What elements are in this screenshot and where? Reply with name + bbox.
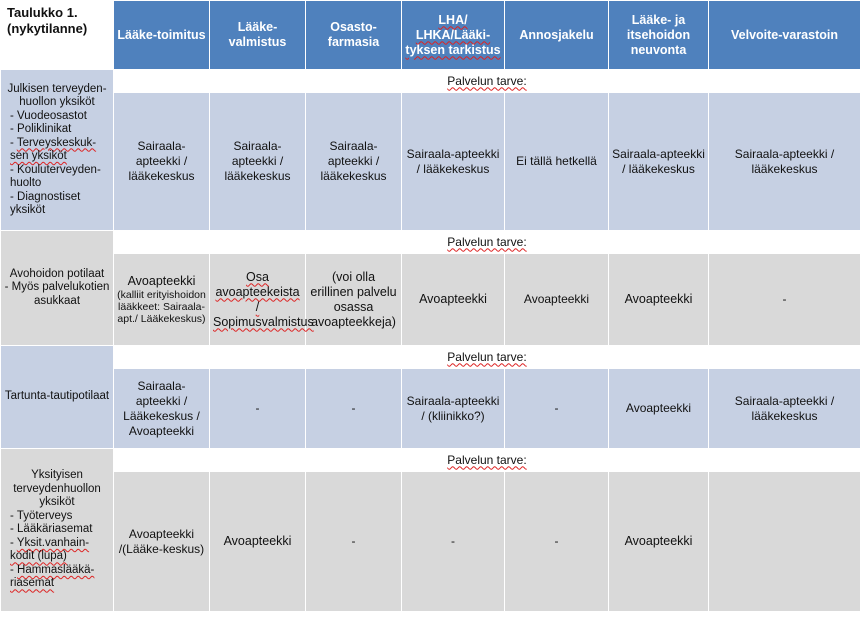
header-row (1, 1, 861, 70)
list-item: - Terveyskeskuk-sen yksiköt (10, 136, 97, 162)
table-cell: Avoapteekki (210, 472, 306, 612)
row-header-julkinen: Julkisen terveyden-huollon yksiköt - Vuodeosastot - Poliklinikat - Terveyskeskuk-sen yksiköt - Kouluterveyden-huolto - Diagnostiset yksiköt (1, 70, 114, 231)
need-row (1, 346, 861, 369)
table-cell: Avoapteekki (kalliit erityishoidon lääkkeet: Sairaala-apt./ Lääkekeskus) (114, 254, 210, 346)
row-header-tartunta: Tartunta-tautipotilaat (1, 346, 114, 449)
table-cell: Sairaala-apteekki / lääkekeskus (210, 93, 306, 231)
table-row (1, 254, 861, 346)
table-cell: - (210, 369, 306, 449)
table-cell: Sairaala-apteekki / (kliinikko?) (402, 369, 505, 449)
need-row (1, 449, 861, 472)
table-cell: - (402, 472, 505, 612)
list-item: - Hammaslääkä-riasemat (10, 563, 95, 590)
table-cell: Avoapteekki (402, 254, 505, 346)
table-cell: Sairaala-apteekki / lääkekeskus (609, 93, 709, 231)
col-header-neuvonta: Lääke- ja itsehoidon neuvonta (609, 1, 709, 70)
table-cell: Sairaala-apteekki / lääkekeskus (709, 93, 861, 231)
list-item: - Lääkäriasemat (10, 523, 93, 536)
table-cell: Sairaala-apteekki / lääkekeskus (709, 369, 861, 449)
col-header-osastofarmasia: Osasto-farmasia (306, 1, 402, 70)
col-header-annosjakelu: Annosjakelu (505, 1, 609, 70)
table-cell: Sairaala-apteekki / Lääkekeskus / Avoapteekki (114, 369, 210, 449)
list-item: - Diagnostiset yksiköt (10, 190, 81, 216)
table-cell: - (709, 254, 861, 346)
col-header-lha: LHA/ LHKA/Lääki-tyksen tarkistus (402, 1, 505, 70)
table-cell: Sairaala-apteekki / lääkekeskus (306, 93, 402, 231)
table-cell: Avoapteekki /(Lääke-keskus) (114, 472, 210, 612)
table-row (1, 472, 861, 612)
col-header-velvoitevarastointi: Velvoite-varastoin (709, 1, 861, 70)
table-cell: - (306, 369, 402, 449)
need-row (1, 70, 861, 93)
need-label: Palvelun tarve: (114, 231, 861, 254)
table-cell: Avoapteekki (609, 369, 709, 449)
table-cell: Sairaala-apteekki / lääkekeskus (402, 93, 505, 231)
table-cell: - (505, 472, 609, 612)
table-cell: - (505, 369, 609, 449)
list-item: - Kouluterveyden-huolto (10, 163, 101, 189)
list-item: - Vuodeosastot (10, 109, 87, 122)
table-cell: Avoapteekki (505, 254, 609, 346)
table-cell: Ei tällä hetkellä (505, 93, 609, 231)
need-label: Palvelun tarve: (114, 70, 861, 93)
col-header-laaketoimitus: Lääke-toimitus (114, 1, 210, 70)
table-cell: Sairaala-apteekki / lääkekeskus (114, 93, 210, 231)
need-row (1, 231, 861, 254)
table-row (1, 93, 861, 231)
need-label: Palvelun tarve: (114, 346, 861, 369)
list-item: - Myös palvelukotien asukkaat (4, 281, 110, 307)
table-cell: (voi olla erillinen palvelu osassa avoapteekkeja) (306, 254, 402, 346)
table-cell: Avoapteekki (609, 472, 709, 612)
row-header-avohoito: Avohoidon potilaat - Myös palvelukotien asukkaat (1, 231, 114, 346)
col-header-laakevalmistus: Lääke-valmistus (210, 1, 306, 70)
list-item: - Työterveys (10, 509, 73, 522)
table-cell: Avoapteekki (609, 254, 709, 346)
list-item: - Poliklinikat (10, 123, 72, 135)
list-item: - Yksit.vanhain-kodit (lupa) (10, 536, 90, 563)
table-cell: - (306, 472, 402, 612)
need-label: Palvelun tarve: (114, 449, 861, 472)
table-row (1, 369, 861, 449)
table-title: Taulukko 1. (nykytilanne) (1, 1, 114, 70)
row-header-yksityinen: Yksityisen terveydenhuollon yksiköt - Työterveys - Lääkäriasemat - Yksit.vanhain-kodit (lupa) - Hammaslääkä-riasemat (1, 449, 114, 612)
table-cell: Osa avoapteekeista / Sopimusvalmistus (210, 254, 306, 346)
table-cell (709, 472, 861, 612)
